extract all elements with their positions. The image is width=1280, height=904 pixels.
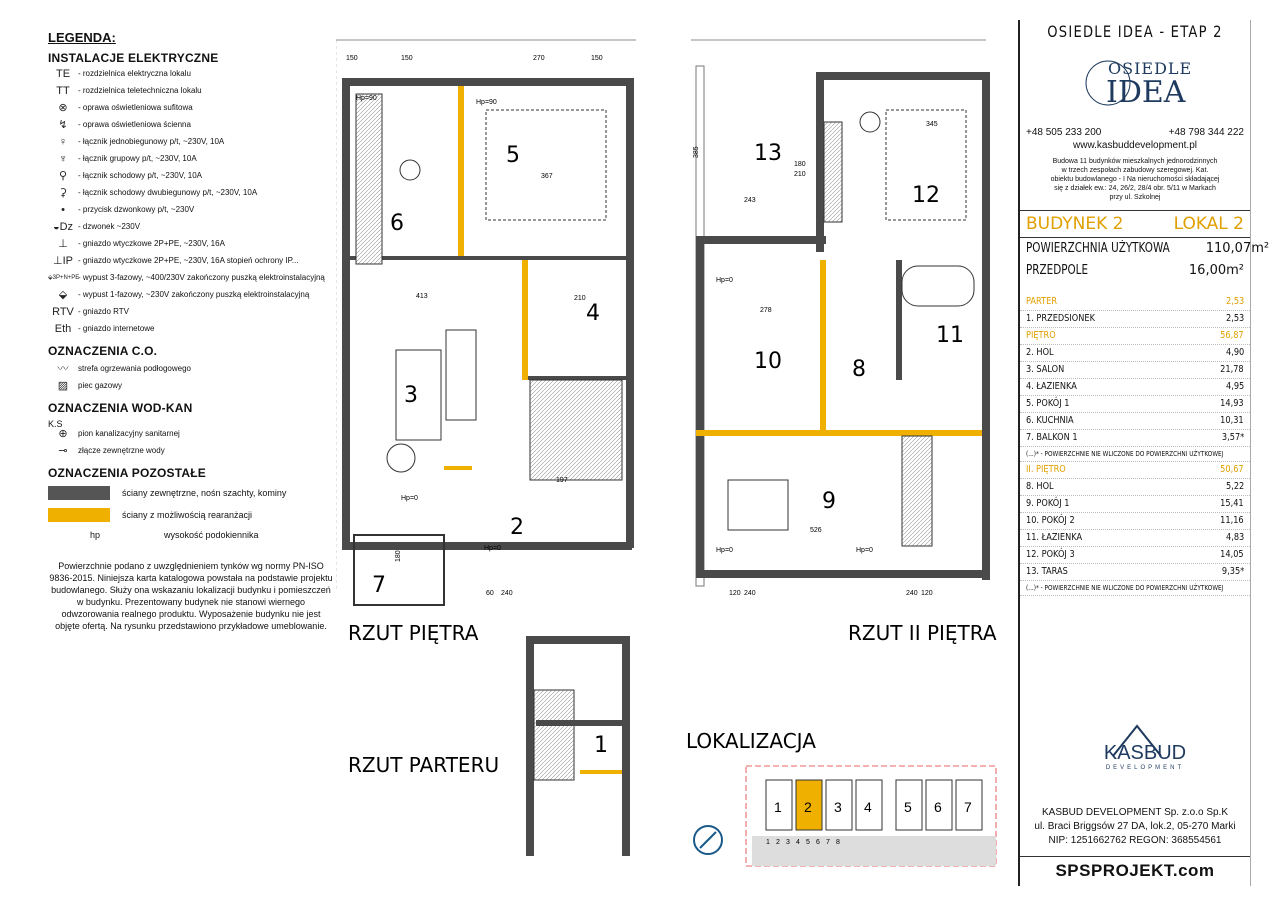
location-building-number: 6 (934, 799, 942, 815)
svg-text:385: 385 (693, 146, 700, 158)
hp-symbol: hp (90, 530, 101, 540)
svg-text:150: 150 (346, 55, 358, 62)
company-address: ul. Braci Briggsów 27 DA, lok.2, 05-270 Marki (1034, 821, 1236, 832)
legend-text: - łącznik jednobiegunowy p/t, ~230V, 10A (78, 137, 225, 146)
svg-text:Hp=90: Hp=90 (476, 99, 497, 106)
legend-text: złącze zewnętrzne wody (78, 446, 165, 455)
room-area-row (1020, 345, 1250, 362)
building-label: BUDYNEK 2 (1026, 214, 1124, 234)
kasbud-logo-sub: DEVELOPMENT (1105, 765, 1185, 771)
second-floor-title: RZUT II PIĘTRA (848, 621, 997, 645)
svg-text:210: 210 (574, 295, 586, 302)
building-description: Budowa 11 budynków mieszkalnych jednorodzinnych w trzech zespołach zabudowy szeregowej. Kat. obiektu budowlanego - I Na nieruchomości składającej się z działek ew.: 24, 26/2, 28/4 obr. 5/11 w Markach przy ul. Szkolnej (1050, 158, 1220, 201)
svg-text:413: 413 (416, 293, 428, 300)
designer-logo[interactable]: SPSPROJEKT.com (1020, 856, 1250, 881)
bell-button-icon: • (61, 204, 65, 216)
room-name: 3. SALON (1026, 364, 1065, 375)
area-note-row (1020, 447, 1250, 462)
location-building-number: 3 (834, 799, 842, 815)
legend-row (48, 290, 334, 300)
wodkan-section-title: OZNACZENIA WOD-KAN (48, 401, 193, 415)
switch-single-icon: ♀ (58, 136, 68, 148)
room-label-2: 2 (510, 515, 524, 540)
room-name: PIĘTRO (1026, 330, 1056, 341)
svg-text:240: 240 (906, 590, 918, 597)
legend-row (48, 154, 334, 164)
hp-legend-row (48, 530, 334, 540)
disclaimer-note: Powierzchnie podano z uwzględnieniem tynków wg normy PN-ISO 9836-2015. Niniejsza karta katalogowa powstała na podstawie projektu budowlanego. Służy ona wskazaniu lokalizacji budynku i pomieszczeń w budynku. Prezentowany budynek nie stanowi wiernego odwzorowania realnego produktu. Wyposażenie budynku nie jest objęte ofertą. Na rysunku przedstawiono przykładowe umeblowanie. (49, 561, 333, 631)
room-area-value: 4,90 (1225, 347, 1244, 358)
location-building-number: 2 (804, 799, 812, 815)
legend-text: - oprawa oświetleniowa ścienna (78, 120, 191, 129)
room-area-row (1020, 294, 1250, 311)
socket-icon: ⊥ (58, 238, 68, 250)
doorbell-icon: ◒Dz (52, 221, 74, 233)
gas-boiler-icon: ▨ (57, 380, 69, 392)
legend-text: - gniazdo RTV (78, 307, 129, 316)
room-label-7: 7 (372, 573, 386, 598)
osiedle-idea-logo (1020, 53, 1250, 115)
room-area-row (1020, 479, 1250, 496)
room-label-3: 3 (404, 383, 418, 408)
legend-row (48, 364, 334, 374)
wall-light-icon: ↯ (58, 119, 68, 131)
legend-text: - rozdzielnica teletechniczna lokalu (78, 86, 202, 95)
room-label-8: 8 (852, 357, 866, 382)
kasbud-logo-text: KASBUD (1103, 742, 1187, 764)
company-info (1020, 806, 1250, 848)
switch-stair-icon: ⚲ (58, 170, 68, 182)
building-unit-header (1020, 210, 1250, 238)
usable-area-label: POWIERZCHNIA UŻYTKOWA (1026, 241, 1170, 256)
legend-row (48, 307, 334, 317)
info-panel (1018, 20, 1270, 886)
svg-text:278: 278 (760, 307, 772, 314)
rtv-socket-icon: RTV (52, 306, 74, 318)
svg-text:Hp=0: Hp=0 (716, 277, 733, 284)
room-area-row (1020, 311, 1250, 328)
legend-text: piec gazowy (78, 381, 123, 390)
legend-text: - gniazdo internetowe (78, 324, 155, 333)
legend-row (48, 86, 334, 96)
location-plot-number: 3 (786, 839, 790, 846)
other-section-title: OZNACZENIA POZOSTAŁE (48, 466, 206, 480)
kasbud-logo (1020, 720, 1250, 771)
location-plot-number: 6 (816, 839, 820, 846)
first-floor-title: RZUT PIĘTRA (348, 621, 479, 645)
ground-floor-plan (526, 636, 630, 856)
ground-floor-title: RZUT PARTERU (348, 753, 500, 777)
room-area-row (1020, 496, 1250, 513)
legend-row (48, 324, 334, 334)
room-area-value: 11,16 (1220, 515, 1244, 526)
svg-text:Hp=0: Hp=0 (484, 545, 501, 552)
location-building-number: 7 (964, 799, 972, 815)
room-name: 12. POKÓJ 3 (1026, 549, 1075, 560)
location-plot-number: 1 (766, 839, 770, 846)
room-area-value: 50,67 (1220, 464, 1244, 475)
location-building-number: 4 (864, 799, 872, 815)
location-plot-number: 7 (826, 839, 830, 846)
svg-text:180: 180 (794, 161, 806, 168)
legend-panel (48, 30, 334, 880)
svg-text:270: 270 (533, 55, 545, 62)
legend-row (48, 222, 334, 232)
room-name: 7. BALKON 1 (1026, 432, 1078, 443)
socket-ip-icon: ⊥IP (53, 255, 73, 267)
location-map (694, 766, 996, 866)
room-label-10: 10 (754, 349, 782, 374)
location-plot-number: 2 (776, 839, 780, 846)
legend-row (48, 256, 334, 266)
legend-row (48, 273, 334, 283)
room-area-table (1020, 294, 1250, 596)
legend-row (48, 205, 334, 215)
room-area-row (1020, 379, 1250, 396)
internet-socket-icon: Eth (54, 323, 72, 335)
room-label-12: 12 (912, 183, 940, 208)
svg-text:345: 345 (926, 121, 938, 128)
color-swatch (48, 486, 110, 500)
location-building-number: 5 (904, 799, 912, 815)
company-ids: NIP: 1251662762 REGON: 368554561 (1048, 835, 1222, 846)
phones-row (1020, 127, 1250, 138)
room-name: 11. ŁAZIENKA (1026, 532, 1083, 543)
svg-text:526: 526 (810, 527, 822, 534)
room-area-row (1020, 530, 1250, 547)
water-connector-icon: ⊸ (58, 445, 68, 457)
room-label-5: 5 (506, 143, 520, 168)
room-label-4: 4 (586, 301, 600, 326)
room-name: II. PIĘTRO (1026, 464, 1066, 475)
room-area-row (1020, 430, 1250, 447)
wall-legend-row (48, 508, 334, 522)
legend-text: - rozdzielnica elektryczna lokalu (78, 69, 191, 78)
svg-text:150: 150 (591, 55, 603, 62)
legend-row (48, 69, 334, 79)
room-label-13: 13 (754, 141, 782, 166)
electrical-section-title: INSTALACJE ELEKTRYCZNE (48, 51, 219, 65)
room-area-value: 2,53 (1225, 313, 1244, 324)
room-area-value: 14,05 (1220, 549, 1244, 560)
room-area-row (1020, 413, 1250, 430)
room-name: 13. TARAS (1026, 566, 1068, 577)
legend-row (48, 137, 334, 147)
legend-row (48, 103, 334, 113)
wall-legend-text: ściany z możliwością rearanżacji (122, 510, 253, 520)
legend-text: - przycisk dzwonkowy p/t, ~230V (78, 205, 195, 214)
room-label-1: 1 (594, 733, 608, 758)
outlet-1phase-icon: ⬙ (58, 289, 68, 301)
legend-row (48, 171, 334, 181)
second-floor-plan (691, 40, 990, 597)
legend-row (48, 239, 334, 249)
other-legend-list (48, 486, 334, 522)
area-note-row (1020, 581, 1250, 596)
svg-text:240: 240 (744, 590, 756, 597)
room-area-row (1020, 462, 1250, 479)
room-area-row (1020, 362, 1250, 379)
legend-text: - łącznik schodowy p/t, ~230V, 10A (78, 171, 202, 180)
room-name: 10. POKÓJ 2 (1026, 515, 1075, 526)
room-area-value: 4,83 (1225, 532, 1244, 543)
room-area-value: 10,31 (1220, 415, 1244, 426)
room-area-value: 14,93 (1220, 398, 1244, 409)
room-area-value: 21,78 (1220, 364, 1244, 375)
switch-stair-double-icon: ⚳ (58, 187, 68, 199)
legend-text: - wypust 1-fazowy, ~230V zakończony puszką elektroinstalacyjną (78, 290, 310, 299)
room-area-value: 4,95 (1225, 381, 1244, 392)
legend-text: - oprawa oświetleniowa sufitowa (78, 103, 193, 112)
legend-text: - wypust 3-fazowy, ~400/230V zakończony puszką elektroinstalacyjną (78, 273, 325, 282)
svg-text:243: 243 (744, 197, 756, 204)
legend-text: - dzwonek ~230V (78, 222, 141, 231)
location-plot-number: 5 (806, 839, 810, 846)
svg-text:367: 367 (541, 173, 553, 180)
outlet-3phase-icon: ⬙3P+N+PE (48, 275, 80, 281)
room-area-row (1020, 396, 1250, 413)
legend-text: strefa ogrzewania podłogowego (78, 364, 191, 373)
co-legend-list (48, 364, 334, 391)
front-garden-row (1020, 260, 1250, 282)
room-name: PARTER (1026, 296, 1058, 307)
room-area-row (1020, 564, 1250, 581)
switch-group-icon: ♆ (58, 153, 68, 165)
unit-label: LOKAL 2 (1173, 214, 1244, 234)
legend-title: LEGENDA: (48, 30, 116, 45)
location-title: LOKALIZACJA (686, 729, 816, 753)
legend-row (48, 120, 334, 130)
room-label-6: 6 (390, 211, 404, 236)
room-name: 4. ŁAZIENKA (1026, 381, 1077, 392)
website-link[interactable]: www.kasbuddevelopment.pl (1073, 140, 1197, 151)
svg-text:Hp=0: Hp=0 (856, 547, 873, 554)
project-title: OSIEDLE IDEA - ETAP 2 (1047, 22, 1223, 41)
room-name: (...)* - POWIERZCHNIE NIE WLICZONE DO POWIERZCHNI UŻYTKOWEJ (1026, 450, 1224, 458)
room-name: 5. POKÓJ 1 (1026, 398, 1070, 409)
svg-text:210: 210 (794, 171, 806, 178)
wodkan-legend-list (48, 429, 334, 456)
logo-main-text: IDEA (1106, 75, 1186, 110)
logo-top-text: OSIEDLE (1108, 59, 1193, 78)
ks-label: K.S (48, 419, 63, 429)
legend-row (48, 188, 334, 198)
legend-row (48, 381, 334, 391)
legend-text: - gniazdo wtyczkowe 2P+PE, ~230V, 16A (78, 239, 225, 248)
svg-text:120: 120 (729, 590, 741, 597)
legend-text: - łącznik grupowy p/t, ~230V, 10A (78, 154, 197, 163)
usable-area-value: 110,07m² (1205, 241, 1270, 256)
legend-row (48, 446, 334, 456)
room-name: 1. PRZEDSIONEK (1026, 313, 1095, 324)
phone-2[interactable]: +48 798 344 222 (1168, 127, 1244, 138)
svg-text:Hp=0: Hp=0 (716, 547, 733, 554)
room-area-row (1020, 513, 1250, 530)
room-name: 6. KUCHNIA (1026, 415, 1074, 426)
room-area-value: 3,57* (1221, 432, 1244, 443)
color-swatch (48, 508, 110, 522)
front-garden-value: 16,00m² (1188, 263, 1244, 278)
wall-legend-row (48, 486, 334, 500)
legend-row (48, 429, 334, 439)
location-plot-number: 4 (796, 839, 800, 846)
room-area-value: 2,53 (1225, 296, 1244, 307)
floor-heating-icon: 〰 (57, 363, 69, 375)
floor-plans-drawing (336, 30, 1016, 890)
svg-text:240: 240 (501, 590, 513, 597)
hp-description: wysokość podokiennika (164, 530, 259, 540)
room-area-value: 15,41 (1220, 498, 1244, 509)
room-area-value: 5,22 (1225, 481, 1244, 492)
legend-text: - gniazdo wtyczkowe 2P+PE, ~230V, 16A stopień ochrony IP... (78, 256, 299, 265)
wall-legend-text: ściany zewnętrzne, nośn szachty, kominy (122, 488, 287, 498)
room-area-row (1020, 328, 1250, 345)
phone-1[interactable]: +48 505 233 200 (1026, 127, 1102, 138)
sewer-riser-icon: ⊕ (58, 428, 68, 440)
tt-box-icon: TT (56, 85, 70, 97)
te-box-icon: TE (55, 68, 71, 80)
first-floor-plan (336, 40, 636, 605)
svg-text:Hp=90: Hp=90 (356, 95, 377, 102)
electrical-legend-list (48, 69, 334, 334)
company-name: KASBUD DEVELOPMENT Sp. z.o.o Sp.K (1042, 807, 1228, 818)
legend-text: pion kanalizacyjny sanitarnej (78, 429, 180, 438)
front-garden-label: PRZEDPOLE (1026, 263, 1089, 278)
svg-text:150: 150 (401, 55, 413, 62)
room-area-value: 56,87 (1220, 330, 1244, 341)
location-building-number: 1 (774, 799, 782, 815)
room-area-row (1020, 547, 1250, 564)
room-label-11: 11 (936, 323, 964, 348)
usable-area-row (1020, 238, 1270, 260)
legend-text: - łącznik schodowy dwubiegunowy p/t, ~230V, 10A (78, 188, 258, 197)
svg-text:120: 120 (921, 590, 933, 597)
svg-text:Hp=0: Hp=0 (401, 495, 418, 502)
room-label-9: 9 (822, 489, 836, 514)
co-section-title: OZNACZENIA C.O. (48, 344, 158, 358)
svg-text:180: 180 (395, 550, 402, 562)
room-name: (...)* - POWIERZCHNIE NIE WLICZONE DO POWIERZCHNI UŻYTKOWEJ (1026, 584, 1224, 592)
svg-text:60: 60 (486, 590, 494, 597)
room-name: 8. HOL (1026, 481, 1054, 492)
svg-text:197: 197 (556, 477, 568, 484)
location-plot-number: 8 (836, 839, 840, 846)
room-area-value: 9,35* (1221, 566, 1244, 577)
room-name: 2. HOL (1026, 347, 1054, 358)
ceiling-light-icon: ⊗ (58, 102, 68, 114)
room-name: 9. POKÓJ 1 (1026, 498, 1070, 509)
